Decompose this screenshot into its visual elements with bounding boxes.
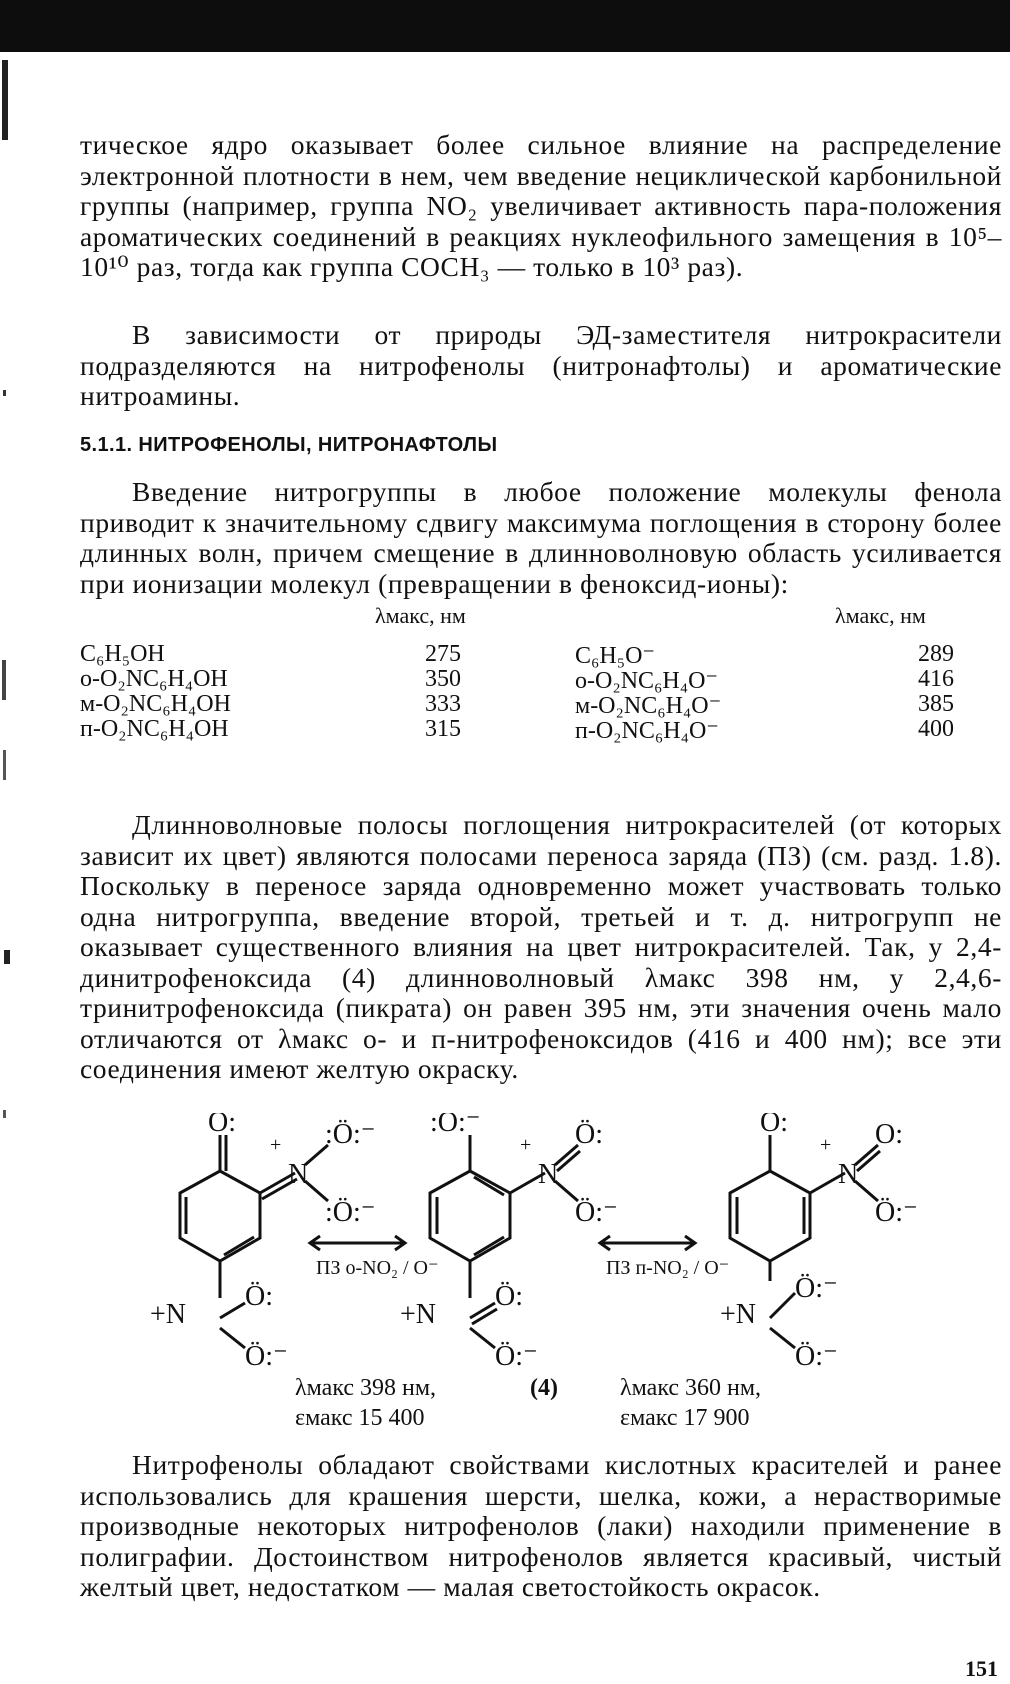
- top-scan-band: [0, 0, 1010, 52]
- svg-text:+N: +N: [720, 1299, 757, 1330]
- table-cell: 289: [918, 641, 954, 667]
- svg-text:+: +: [270, 1134, 282, 1156]
- right-lambda-label: λмакс 360 нм,: [620, 1375, 762, 1401]
- paragraph-charge-transfer: Длинноволновые полосы поглощения нитрокрасителей (от которых зависит их цвет) являются полосами переноса заряда (ПЗ) (см. разд. 1.8). Поскольку в переносе заряда одновременно может участвовать только одна нитрогруппа, введение второй, третьей и т. д. нитрогрупп не оказывает существенного влияния на цвет нитрокрасителей. Так, у 2,4-динитрофеноксида (4) длинноволновый λмакс 398 нм, у 2,4,6-тринитрофеноксида (пикрата) он равен 395 нм, эти значения очень мало отличаются от λмакс о- и п-нитрофеноксидов (416 и 400 нм); все эти соединения имеют желтую окраску.: [80, 809, 1002, 1084]
- svg-text:N: N: [538, 1159, 559, 1190]
- table-cell: 275: [425, 641, 461, 667]
- arrow2-label: ПЗ п-NO₂ / O⁻: [606, 1257, 730, 1279]
- svg-text::Ö:⁻: :Ö:⁻: [325, 1197, 376, 1228]
- table-cell: C₆H₅O⁻: [575, 643, 656, 669]
- table-cell: м-O₂NC₆H₄OH: [80, 691, 231, 717]
- svg-text:+: +: [520, 1134, 532, 1156]
- section-heading: 5.1.1. НИТРОФЕНОЛЫ, НИТРОНАФТОЛЫ: [80, 434, 498, 456]
- svg-text:Ö:: Ö:: [575, 1119, 603, 1150]
- scan-margin-marks: [0, 60, 14, 1660]
- svg-text:+: +: [820, 1134, 832, 1156]
- svg-text:O:: O:: [208, 1113, 236, 1138]
- svg-text:O:: O:: [760, 1113, 788, 1138]
- resonance-structures-figure: [120, 1113, 980, 1443]
- compound-number: (4): [530, 1375, 558, 1401]
- table-row: [80, 641, 985, 667]
- paragraph-continuation: тическое ядро оказывает более сильное влияние на распределение электронной плотности в нем, чем введение нециклической карбонильной группы (например, группа NO₂ увеличивает активность пара-положения ароматических соединений в реакциях нуклеофильного замещения в 10⁵–10¹⁰ раз, тогда как группа COCH₃ — только в 10³ раз).: [80, 129, 1002, 282]
- table-header-left: λмакс, нм: [375, 603, 466, 628]
- svg-text:Ö:: Ö:: [495, 1281, 523, 1312]
- left-eps-label: εмакс 15 400: [295, 1405, 425, 1431]
- svg-text:Ö:⁻: Ö:⁻: [575, 1197, 618, 1228]
- page-number: 151: [965, 1656, 998, 1681]
- table-cell: м-O₂NC₆H₄O⁻: [575, 693, 722, 719]
- table-cell: п-O₂NC₆H₄O⁻: [575, 718, 719, 744]
- svg-text:+N: +N: [400, 1299, 437, 1330]
- svg-text:N: N: [288, 1159, 309, 1190]
- svg-text::Ö:⁻: :Ö:⁻: [325, 1119, 376, 1150]
- arrow1-label: ПЗ о-NO₂ / O⁻: [316, 1257, 439, 1279]
- table-cell: о-O₂NC₆H₄OH: [80, 666, 228, 692]
- table-cell: 350: [425, 666, 461, 692]
- svg-text:Ö:⁻: Ö:⁻: [875, 1197, 918, 1228]
- right-eps-label: εмакс 17 900: [620, 1405, 750, 1431]
- svg-text:+N: +N: [150, 1299, 187, 1330]
- table-cell: 315: [425, 716, 461, 742]
- table-cell: о-O₂NC₆H₄O⁻: [575, 668, 719, 694]
- svg-text:Ö:: Ö:: [245, 1281, 273, 1312]
- paragraph-applications: Нитрофенолы обладают свойствами кислотных красителей и ранее использовались для крашения шерсти, шелка, кожи, а нерастворимые производные некоторых нитрофенолов (лаки) находили применение в полиграфии. Достоинством нитрофенолов является красивый, чистый желтый цвет, недостатком — малая светостойкость окрасок.: [80, 1449, 1002, 1602]
- paragraph-nitro-shift: Введение нитрогруппы в любое положение молекулы фенола приводит к значительному сдвигу максимума поглощения в сторону более длинных волн, причем смещение в длинноволновую область усиливается при ионизации молекул (превращении в феноксид-ионы):: [80, 476, 1002, 599]
- table-row: [80, 691, 985, 717]
- table-row: [80, 716, 985, 742]
- table-cell: 385: [918, 691, 954, 717]
- svg-text:Ö:⁻: Ö:⁻: [795, 1273, 838, 1304]
- structure-middle: [400, 1113, 618, 1372]
- svg-text:Ö:⁻: Ö:⁻: [795, 1341, 838, 1372]
- left-lambda-label: λмакс 398 нм,: [295, 1375, 437, 1401]
- svg-text:Ö:⁻: Ö:⁻: [495, 1341, 538, 1372]
- table-header-right: λмакс, нм: [835, 603, 926, 628]
- paragraph-classification: В зависимости от природы ЭД-заместителя нитрокрасители подразделяются на нитрофенолы (нитронафтолы) и ароматические нитроамины.: [80, 319, 1002, 411]
- svg-text:Ö:⁻: Ö:⁻: [245, 1341, 288, 1372]
- svg-text:O:: O:: [875, 1119, 903, 1150]
- svg-text:N: N: [838, 1159, 859, 1190]
- table-cell: 400: [918, 716, 954, 742]
- table-row: [80, 666, 985, 692]
- table-cell: п-O₂NC₆H₄OH: [80, 716, 229, 742]
- structure-right: [720, 1113, 918, 1372]
- table-cell: 416: [918, 666, 954, 692]
- svg-text::Ö:⁻: :Ö:⁻: [430, 1113, 481, 1138]
- table-cell: C₆H₅OH: [80, 641, 165, 667]
- table-cell: 333: [425, 691, 461, 717]
